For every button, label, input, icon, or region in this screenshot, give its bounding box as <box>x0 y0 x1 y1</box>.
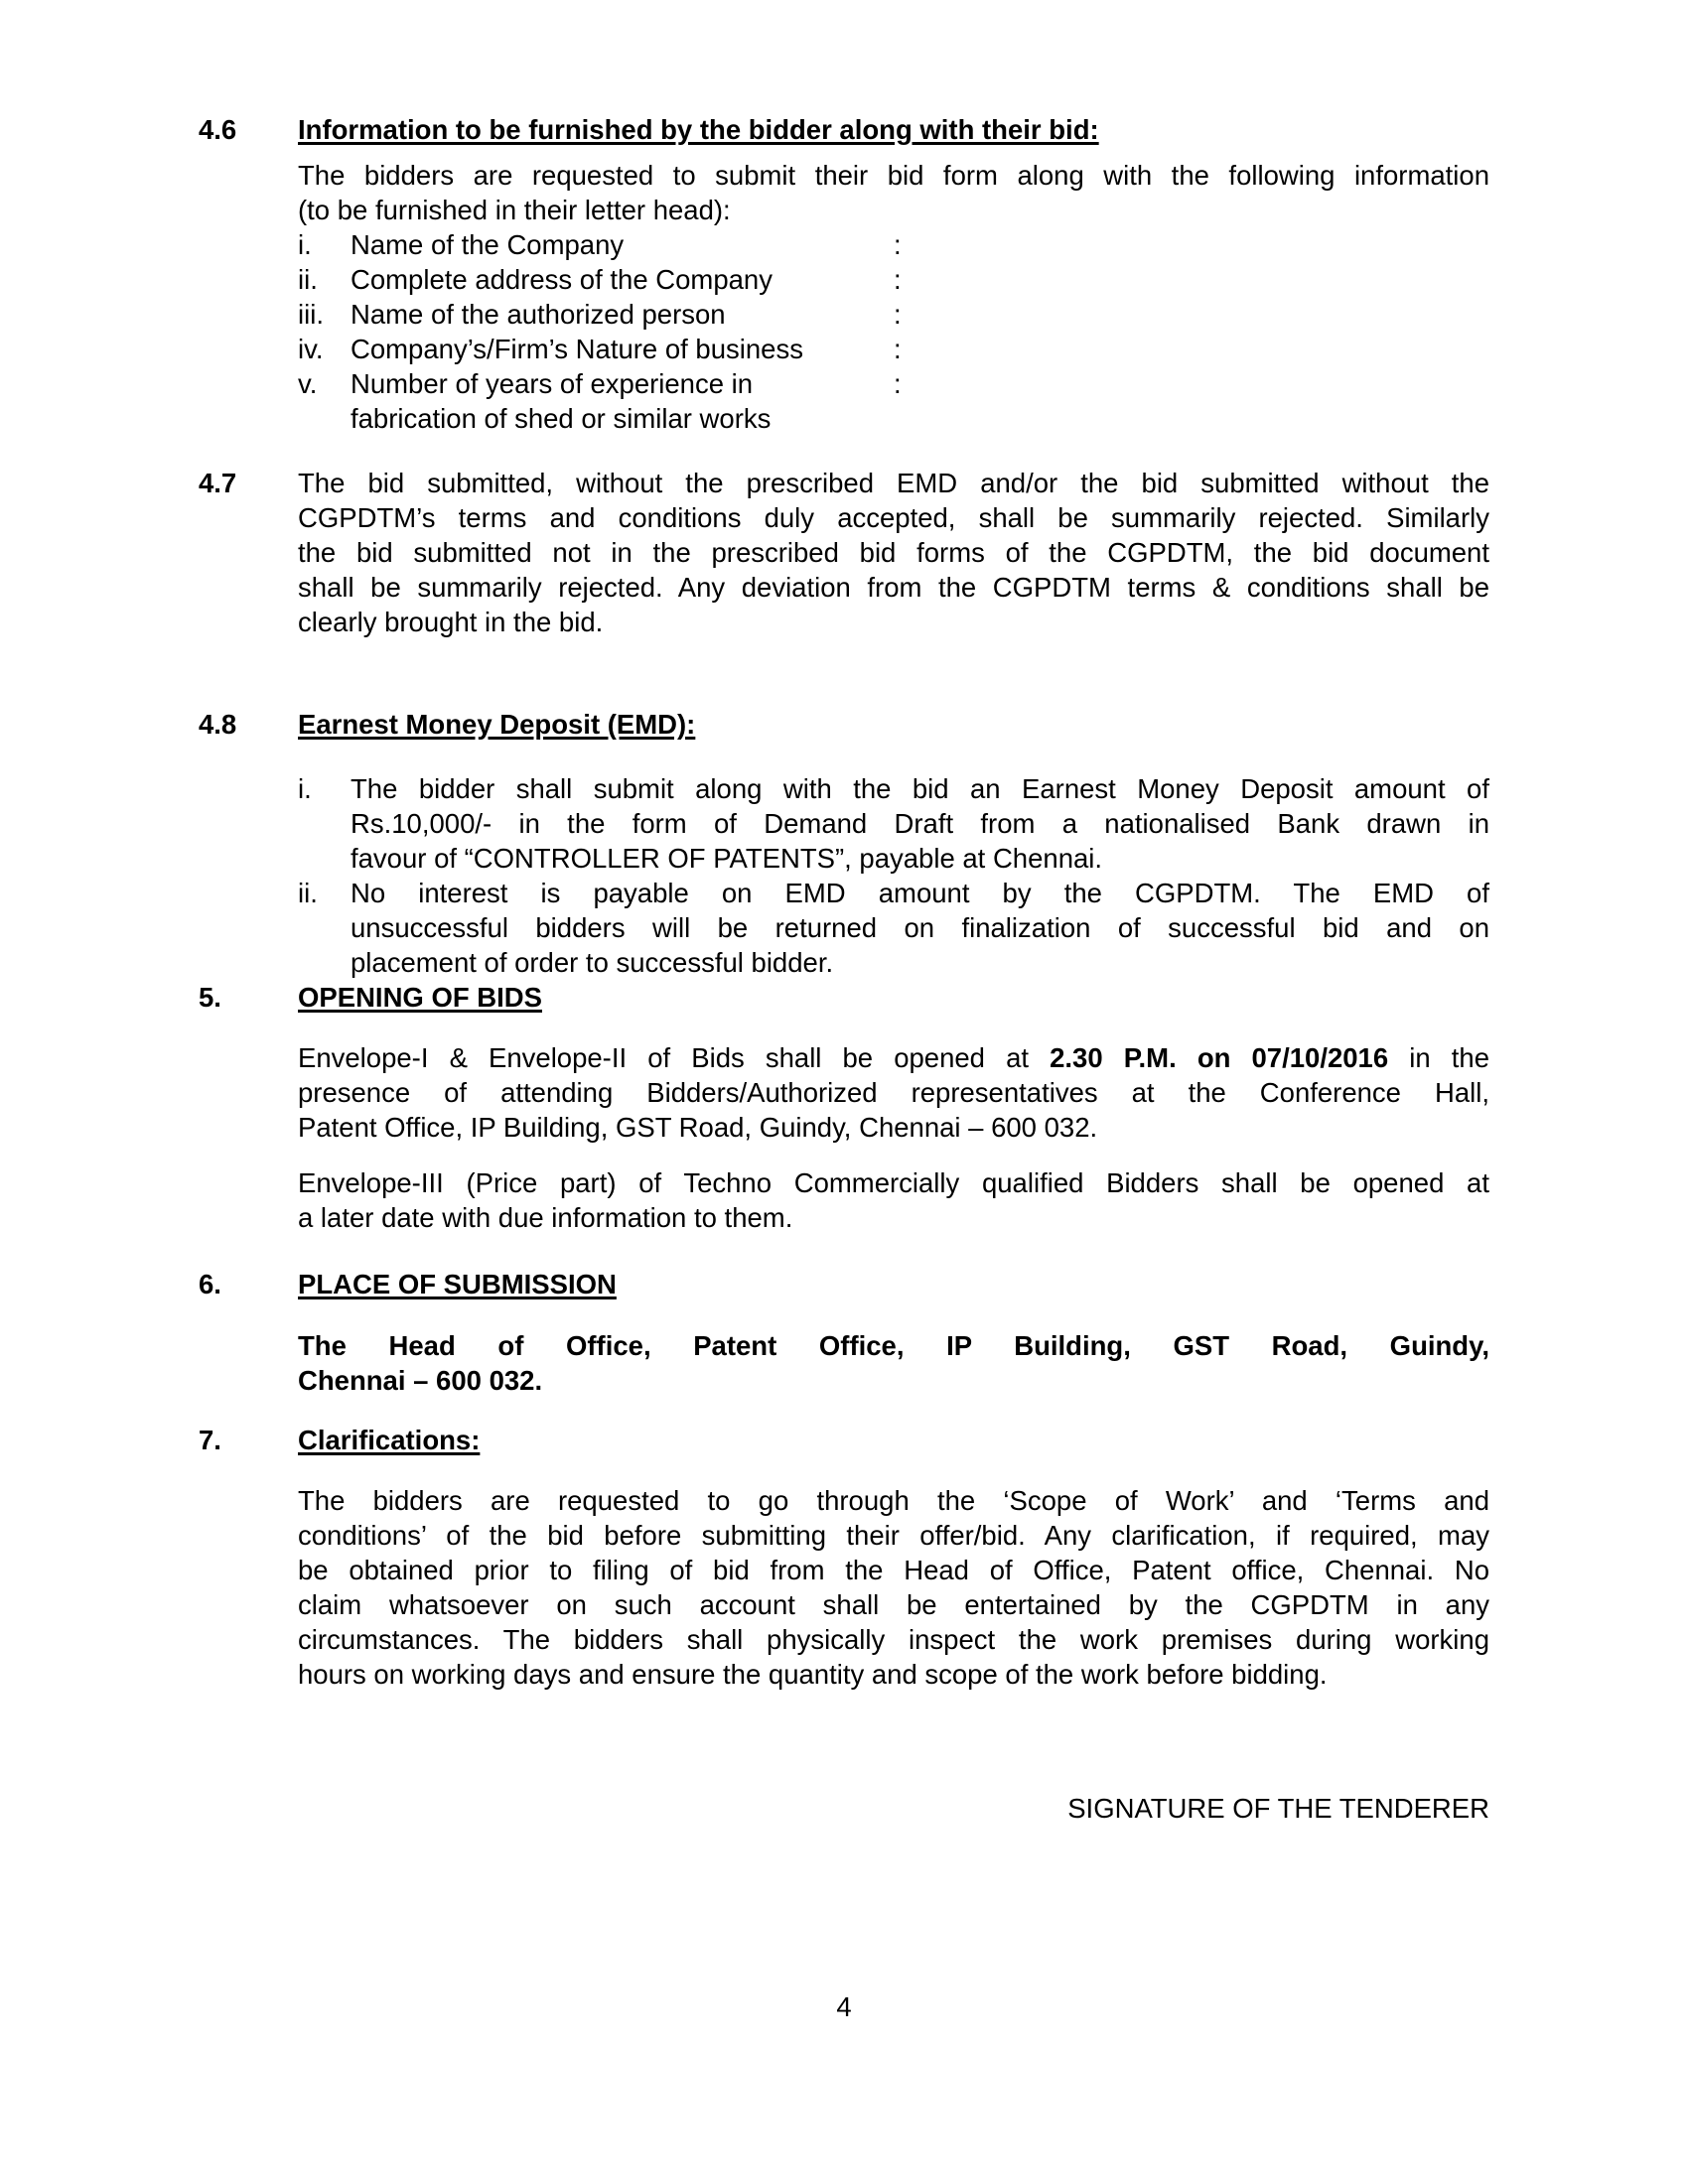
list-item <box>298 297 1489 332</box>
item-colon: : <box>894 299 902 330</box>
emd-item <box>298 771 1489 876</box>
section-5-body <box>298 980 1489 1235</box>
paragraph-line: a later date with due information to them. <box>298 1202 793 1233</box>
paragraph-line: conditions’ of the bid before submitting their offer/bid. Any clarification, if required, may <box>298 1520 1489 1551</box>
paragraph-line <box>298 1040 1489 1075</box>
item-text-line: Number of years of experience in <box>351 368 754 399</box>
item-text: Company’s/Firm’s Nature of business <box>351 334 803 364</box>
paragraph-line: the bid submitted not in the prescribed bid forms of the CGPDTM, the bid document <box>298 537 1489 568</box>
item-label: iv. <box>298 334 324 364</box>
section-4-8 <box>199 707 1489 980</box>
item-text: Name of the authorized person <box>351 299 726 330</box>
paragraph-line: unsuccessful bidders will be returned on finalization of successful bid and on <box>351 912 1489 943</box>
bid-opening-datetime: 2.30 P.M. on 07/10/2016 <box>1050 1042 1389 1073</box>
item-label: ii. <box>298 264 318 295</box>
paragraph-line: The bidders are requested to submit their bid form along with the following information <box>298 160 1489 191</box>
item-text-line: fabrication of shed or similar works <box>351 403 772 434</box>
paragraph-line: Chennai – 600 032. <box>298 1365 543 1396</box>
line-text: Envelope-I & Envelope-II of Bids shall be opened at <box>298 1042 1051 1073</box>
section-4-6-heading-text: Information to be furnished by the bidder along with their bid: <box>298 114 1099 145</box>
section-4-7-paragraph <box>298 466 1489 639</box>
opening-paragraph-1 <box>298 1040 1489 1145</box>
paragraph-line: The Head of Office, Patent Office, IP Building, GST Road, Guindy, <box>298 1330 1489 1361</box>
section-6-heading <box>298 1267 1489 1301</box>
section-4-8-heading <box>298 707 1489 742</box>
paragraph-line: The bidder shall submit along with the bid an Earnest Money Deposit amount of <box>351 773 1489 804</box>
paragraph-line: presence of attending Bidders/Authorized representatives at the Conference Hall, <box>298 1077 1489 1108</box>
opening-paragraph-2 <box>298 1165 1489 1235</box>
item-label: i. <box>298 773 312 804</box>
item-label: i. <box>298 229 312 260</box>
emd-item-text <box>351 876 1489 980</box>
section-number: 4.7 <box>199 468 237 498</box>
emd-item-text <box>351 771 1489 876</box>
section-4-6 <box>199 112 1489 436</box>
paragraph-line: Rs.10,000/- in the form of Demand Draft from a nationalised Bank drawn in <box>351 808 1489 839</box>
section-6-body <box>298 1267 1489 1398</box>
section-7-heading <box>298 1423 1489 1457</box>
section-4-6-heading <box>298 112 1489 147</box>
item-colon: : <box>894 264 902 295</box>
section-number: 6. <box>199 1269 221 1299</box>
submission-address <box>298 1328 1489 1398</box>
section-4-7 <box>199 466 1489 639</box>
section-5-heading <box>298 980 1489 1015</box>
item-colon: : <box>894 368 902 399</box>
page-number: 4 <box>836 1991 852 2022</box>
signature-line: SIGNATURE OF THE TENDERER <box>1067 1793 1489 1824</box>
paragraph-line: The bidders are requested to go through the ‘Scope of Work’ and ‘Terms and <box>298 1485 1489 1516</box>
paragraph-line: Envelope-III (Price part) of Techno Commercially qualified Bidders shall be opened at <box>298 1167 1489 1198</box>
list-item <box>298 332 1489 366</box>
section-4-8-body <box>298 707 1489 980</box>
section-6-heading-text: PLACE OF SUBMISSION <box>298 1269 617 1299</box>
section-7-heading-text: Clarifications: <box>298 1425 481 1455</box>
section-5 <box>199 980 1489 1235</box>
bidder-info-list <box>298 227 1489 436</box>
item-label: v. <box>298 368 318 399</box>
paragraph-line: favour of “CONTROLLER OF PATENTS”, payable at Chennai. <box>351 843 1103 874</box>
list-item <box>298 227 1489 262</box>
paragraph-line: clearly brought in the bid. <box>298 607 604 637</box>
paragraph-line: be obtained prior to filing of bid from the Head of Office, Patent office, Chennai. No <box>298 1555 1489 1585</box>
list-item <box>298 366 1489 436</box>
section-7 <box>199 1423 1489 1692</box>
emd-item <box>298 876 1489 980</box>
item-colon: : <box>894 334 902 364</box>
section-number: 4.8 <box>199 709 237 740</box>
item-text: Name of the Company <box>351 229 625 260</box>
paragraph-line: CGPDTM’s terms and conditions duly accepted, shall be summarily rejected. Similarly <box>298 502 1489 533</box>
clarifications-paragraph <box>298 1483 1489 1692</box>
paragraph-line: placement of order to successful bidder. <box>351 947 834 978</box>
paragraph-line: circumstances. The bidders shall physically inspect the work premises during working <box>298 1624 1489 1655</box>
section-6 <box>199 1267 1489 1398</box>
item-label: ii. <box>298 878 318 908</box>
item-colon: : <box>894 229 902 260</box>
paragraph-line: hours on working days and ensure the quantity and scope of the work before bidding. <box>298 1659 1328 1690</box>
section-number: 4.6 <box>199 114 237 145</box>
paragraph-line: No interest is payable on EMD amount by the CGPDTM. The EMD of <box>351 878 1489 908</box>
paragraph-line: claim whatsoever on such account shall be entertained by the CGPDTM in any <box>298 1589 1489 1620</box>
section-7-body <box>298 1423 1489 1692</box>
line-text: in the <box>1388 1042 1489 1073</box>
item-text <box>351 366 894 436</box>
paragraph-line: Patent Office, IP Building, GST Road, Guindy, Chennai – 600 032. <box>298 1112 1098 1143</box>
list-item <box>298 262 1489 297</box>
section-4-7-body <box>298 466 1489 639</box>
section-number: 5. <box>199 982 221 1013</box>
paragraph-line: shall be summarily rejected. Any deviation from the CGPDTM terms & conditions shall be <box>298 572 1489 603</box>
item-text: Complete address of the Company <box>351 264 773 295</box>
paragraph-line: (to be furnished in their letter head): <box>298 195 731 225</box>
section-4-6-body <box>298 112 1489 436</box>
paragraph-line: The bid submitted, without the prescribed EMD and/or the bid submitted without the <box>298 468 1489 498</box>
item-label: iii. <box>298 299 324 330</box>
section-number: 7. <box>199 1425 221 1455</box>
section-5-heading-text: OPENING OF BIDS <box>298 982 542 1013</box>
section-4-6-intro <box>298 158 1489 227</box>
section-4-8-heading-text: Earnest Money Deposit (EMD): <box>298 709 696 740</box>
